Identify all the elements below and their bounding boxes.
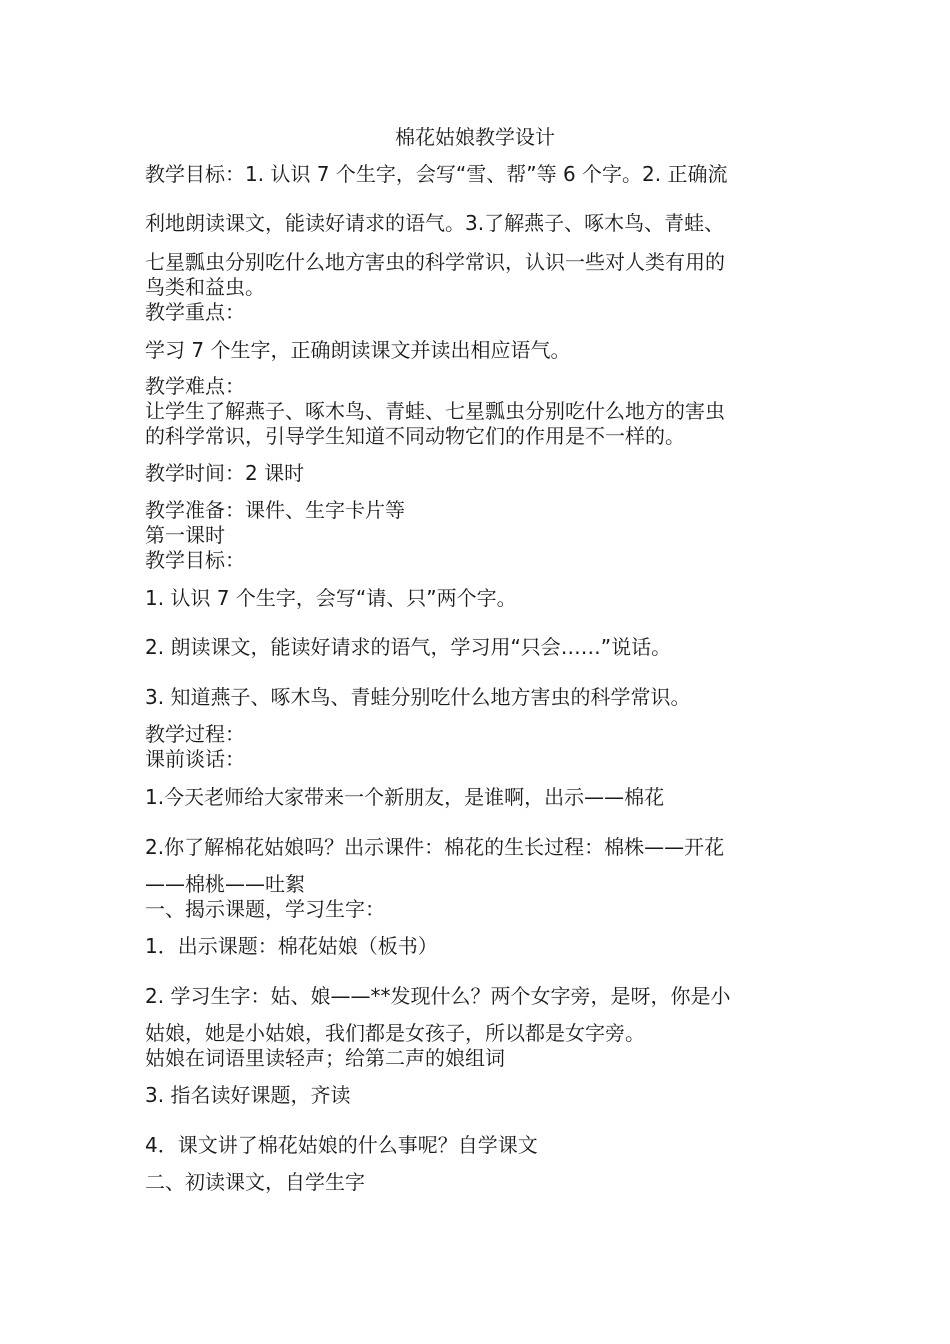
text-line: 让学生了解燕子、啄木鸟、青蛙、七星瓢虫分别吃什么地方的害虫 (145, 399, 725, 423)
text-line: 教学时间：2 课时 (145, 461, 305, 485)
text-line: 3. 知道燕子、啄木鸟、青蛙分别吃什么地方害虫的科学常识。 (145, 685, 691, 709)
text-line: 学习 7 个生字，正确朗读课文并读出相应语气。 (145, 338, 571, 362)
text-line: 姑娘，她是小姑娘，我们都是女孩子，所以都是女字旁。 (145, 1021, 645, 1045)
section-heading: 一、揭示课题，学习生字： (145, 897, 385, 921)
text-line: 利地朗读课文，能读好请求的语气。3.了解燕子、啄木鸟、青蛙、 (145, 211, 725, 235)
text-line: 教学目标：1. 认识 7 个生字，会写“雪、帮”等 6 个字。2. 正确流 (145, 162, 728, 186)
text-line: 鸟类和益虫。 (145, 275, 265, 299)
section-heading: 第一课时 (145, 523, 225, 547)
text-line: 七星瓢虫分别吃什么地方害虫的科学常识，认识一些对人类有用的 (145, 250, 725, 274)
section-heading: 教学目标： (145, 548, 245, 572)
text-line: 4．课文讲了棉花姑娘的什么事呢？自学课文 (145, 1133, 538, 1157)
section-heading: 教学难点： (145, 374, 245, 398)
section-heading: 教学重点： (145, 300, 245, 324)
text-line: 2. 学习生字：姑、娘——**发现什么？两个女字旁，是呀，你是小 (145, 984, 731, 1008)
text-line: 3. 指名读好课题，齐读 (145, 1083, 351, 1107)
document-title: 棉花姑娘教学设计 (395, 125, 555, 149)
text-line: 的科学常识，引导学生知道不同动物它们的作用是不一样的。 (145, 424, 685, 448)
text-line: 1.今天老师给大家带来一个新朋友，是谁啊，出示——棉花 (145, 785, 665, 809)
text-line: 姑娘在词语里读轻声；给第二声的娘组词 (145, 1046, 505, 1070)
section-heading: 教学过程： (145, 722, 245, 746)
section-heading: 课前谈话： (145, 747, 245, 771)
text-line: 1. 认识 7 个生字，会写“请、只”两个字。 (145, 586, 517, 610)
section-heading: 二、初读课文，自学生字 (145, 1170, 365, 1194)
text-line: 教学准备：课件、生字卡片等 (145, 498, 405, 522)
text-line: ——棉桃——吐絮 (145, 872, 305, 896)
text-line: 2.你了解棉花姑娘吗？出示课件：棉花的生长过程：棉株——开花 (145, 835, 725, 859)
text-line: 1．出示课题：棉花姑娘（板书） (145, 934, 438, 958)
text-line: 2. 朗读课文，能读好请求的语气，学习用“只会……”说话。 (145, 635, 672, 659)
